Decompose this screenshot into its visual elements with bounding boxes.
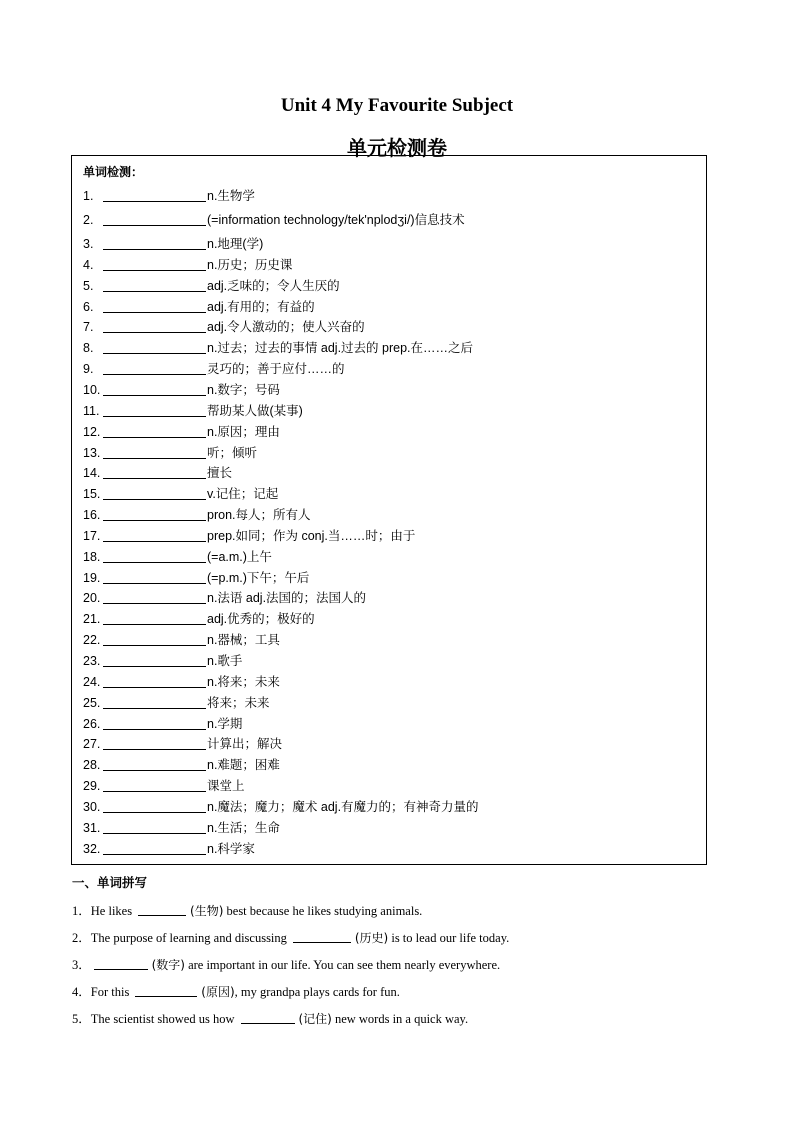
vocab-item-definition: n.魔法；魔力；魔术 adj.有魔力的；有神奇力量的 bbox=[207, 799, 479, 814]
question-number: 3． bbox=[72, 958, 91, 972]
vocab-item-number: 2. bbox=[83, 213, 94, 227]
vocab-item-number: 31. bbox=[83, 820, 101, 835]
vocab-item-definition: (=a.m.)上午 bbox=[207, 549, 272, 564]
question-number: 4． bbox=[72, 985, 91, 999]
answer-blank[interactable] bbox=[103, 444, 206, 459]
vocab-item bbox=[83, 210, 465, 230]
vocab-item-definition: n.生活；生命 bbox=[207, 820, 280, 835]
answer-blank[interactable] bbox=[103, 298, 206, 313]
vocab-item bbox=[83, 484, 278, 504]
vocab-item-number: 23. bbox=[83, 654, 101, 668]
answer-blank[interactable] bbox=[103, 256, 206, 271]
spelling-question bbox=[72, 955, 500, 973]
vocab-item bbox=[83, 672, 280, 692]
vocab-item bbox=[83, 317, 365, 337]
vocab-item-number: 10. bbox=[83, 382, 101, 397]
vocab-item-number: 32. bbox=[83, 841, 101, 856]
vocab-item-definition: (=information technology/tek'nplodʒi/)信息技术 bbox=[207, 213, 465, 227]
vocab-item-definition: n.生物学 bbox=[207, 189, 255, 203]
answer-blank[interactable] bbox=[103, 715, 206, 730]
answer-blank[interactable] bbox=[138, 903, 186, 916]
vocab-item-definition: n.歌手 bbox=[207, 654, 243, 668]
answer-blank[interactable] bbox=[103, 381, 206, 396]
vocab-item bbox=[83, 630, 280, 650]
answer-blank[interactable] bbox=[103, 798, 206, 813]
vocab-item-definition: adj.优秀的；极好的 bbox=[207, 612, 315, 627]
vocab-item bbox=[83, 818, 280, 838]
vocab-item-number: 16. bbox=[83, 508, 101, 523]
vocab-item bbox=[83, 547, 272, 567]
vocab-item-definition: 灵巧的；善于应付……的 bbox=[207, 362, 345, 377]
question-hint: (历史) bbox=[351, 931, 389, 945]
answer-blank[interactable] bbox=[103, 548, 206, 563]
vocab-item-number: 15. bbox=[83, 487, 101, 502]
question-hint: (记住) bbox=[294, 1012, 332, 1026]
question-text-before: The purpose of learning and discussing bbox=[90, 931, 291, 945]
vocab-item bbox=[83, 776, 245, 796]
vocab-item-definition: n.难题；困难 bbox=[207, 758, 280, 773]
vocab-item-number: 29. bbox=[83, 779, 101, 794]
vocab-heading: 单词检测： bbox=[83, 165, 144, 179]
answer-blank[interactable] bbox=[293, 930, 351, 943]
answer-blank[interactable] bbox=[135, 984, 197, 997]
page-subtitle: 单元检测卷 bbox=[347, 136, 447, 160]
vocab-item bbox=[83, 734, 282, 754]
vocab-item-definition: n.将来；未来 bbox=[207, 674, 280, 689]
answer-blank[interactable] bbox=[103, 673, 206, 688]
vocab-item bbox=[83, 380, 280, 400]
vocab-item bbox=[83, 463, 232, 483]
vocab-item-number: 22. bbox=[83, 633, 101, 648]
vocab-item-number: 14. bbox=[83, 466, 101, 481]
answer-blank[interactable] bbox=[103, 589, 206, 604]
vocab-item bbox=[83, 839, 255, 859]
vocab-item bbox=[83, 401, 303, 421]
vocab-item-number: 28. bbox=[83, 758, 101, 773]
vocab-item-definition: n.过去；过去的事情 adj.过去的 prep.在……之后 bbox=[207, 341, 474, 356]
question-text-before: The scientist showed us how bbox=[90, 1012, 238, 1026]
vocab-item-number: 19. bbox=[83, 570, 101, 585]
vocab-item-number: 27. bbox=[83, 737, 101, 752]
answer-blank[interactable] bbox=[103, 423, 206, 438]
vocab-item-definition: prep.如同；作为 conj.当……时；由于 bbox=[207, 528, 416, 543]
vocab-item-definition: 擅长 bbox=[207, 466, 233, 481]
answer-blank[interactable] bbox=[103, 777, 206, 792]
answer-blank[interactable] bbox=[103, 652, 206, 667]
vocab-item-definition: n.科学家 bbox=[207, 841, 255, 856]
vocab-item-number: 1. bbox=[83, 189, 94, 203]
vocab-item bbox=[83, 505, 311, 525]
vocab-item bbox=[83, 568, 309, 588]
answer-blank[interactable] bbox=[103, 318, 206, 333]
answer-blank[interactable] bbox=[103, 485, 206, 500]
vocab-item-definition: n.原因；理由 bbox=[207, 424, 280, 439]
answer-blank[interactable] bbox=[103, 187, 206, 202]
vocab-item-number: 5. bbox=[83, 278, 94, 293]
vocab-item-number: 12. bbox=[83, 424, 101, 439]
vocab-item bbox=[83, 234, 263, 254]
vocab-item-definition: n.法语 adj.法国的；法国人的 bbox=[207, 591, 367, 606]
vocab-item bbox=[83, 526, 415, 546]
answer-blank[interactable] bbox=[103, 235, 206, 250]
question-text-after: is to lead our life today. bbox=[388, 931, 510, 945]
vocab-item-number: 3. bbox=[83, 237, 94, 251]
vocab-item bbox=[83, 714, 242, 734]
vocab-item-number: 7. bbox=[83, 320, 94, 335]
vocab-item-definition: 听；倾听 bbox=[207, 445, 258, 460]
answer-blank[interactable] bbox=[103, 339, 206, 354]
vocab-item-number: 26. bbox=[83, 716, 101, 731]
vocab-item-number: 30. bbox=[83, 799, 101, 814]
answer-blank[interactable] bbox=[103, 277, 206, 292]
answer-blank[interactable] bbox=[103, 527, 206, 542]
vocab-item bbox=[83, 755, 280, 775]
vocab-item-definition: pron.每人；所有人 bbox=[207, 508, 311, 523]
vocab-item-definition: adj.有用的；有益的 bbox=[207, 299, 315, 314]
answer-blank[interactable] bbox=[103, 506, 206, 521]
vocab-item-number: 4. bbox=[83, 257, 94, 272]
vocab-item bbox=[83, 186, 255, 206]
answer-blank[interactable] bbox=[103, 631, 206, 646]
vocab-item-number: 25. bbox=[83, 695, 101, 710]
page-title: Unit 4 My Favourite Subject bbox=[280, 95, 514, 116]
question-text-after: , my grandpa plays cards for fun. bbox=[234, 985, 400, 999]
question-number: 2． bbox=[72, 931, 91, 945]
answer-blank[interactable] bbox=[103, 360, 206, 375]
vocab-item-definition: adj.乏味的；令人生厌的 bbox=[207, 278, 340, 293]
vocab-item bbox=[83, 276, 340, 296]
answer-blank[interactable] bbox=[103, 756, 206, 771]
spelling-question bbox=[72, 928, 509, 946]
answer-blank[interactable] bbox=[103, 569, 206, 584]
question-number: 1． bbox=[72, 904, 91, 918]
answer-blank[interactable] bbox=[94, 957, 148, 970]
vocab-item bbox=[83, 359, 345, 379]
vocab-item-definition: n.历史；历史课 bbox=[207, 257, 293, 272]
answer-blank[interactable] bbox=[103, 402, 206, 417]
question-text-after: new words in a quick way. bbox=[331, 1012, 469, 1026]
answer-blank[interactable] bbox=[103, 211, 206, 226]
vocab-item bbox=[83, 443, 257, 463]
question-text-before: He likes bbox=[90, 904, 136, 918]
answer-blank[interactable] bbox=[241, 1011, 295, 1024]
answer-blank[interactable] bbox=[103, 694, 206, 709]
question-hint: (生物) bbox=[186, 904, 224, 918]
vocab-item bbox=[83, 651, 242, 671]
answer-blank[interactable] bbox=[103, 840, 206, 855]
question-number: 5． bbox=[72, 1012, 91, 1026]
vocab-check-box bbox=[71, 155, 707, 865]
vocab-item-definition: 计算出；解决 bbox=[207, 737, 283, 752]
answer-blank[interactable] bbox=[103, 819, 206, 834]
vocab-item bbox=[83, 609, 315, 629]
spelling-question bbox=[72, 901, 422, 919]
vocab-item-number: 9. bbox=[83, 362, 94, 377]
vocab-item bbox=[83, 255, 292, 275]
vocab-item-number: 21. bbox=[83, 612, 101, 627]
vocab-item bbox=[83, 797, 479, 817]
question-text-after: are important in our life. You can see them nearly everywhere. bbox=[184, 958, 501, 972]
vocab-item-number: 24. bbox=[83, 674, 101, 689]
vocab-item-number: 20. bbox=[83, 591, 101, 606]
vocab-item-number: 11. bbox=[83, 403, 100, 418]
vocab-item-number: 8. bbox=[83, 341, 94, 356]
vocab-item-definition: 帮助某人做(某事) bbox=[207, 403, 303, 418]
vocab-item-definition: adj.令人激动的；使人兴奋的 bbox=[207, 320, 365, 335]
question-text-before: For this bbox=[90, 985, 133, 999]
question-hint: (原因) bbox=[197, 985, 235, 999]
vocab-item bbox=[83, 297, 315, 317]
vocab-item-definition: n.器械；工具 bbox=[207, 633, 280, 648]
spelling-question bbox=[72, 1009, 468, 1027]
vocab-item-definition: v.记住；记起 bbox=[207, 487, 279, 502]
spelling-question bbox=[72, 982, 400, 1000]
vocab-item bbox=[83, 338, 473, 358]
vocab-item bbox=[83, 422, 280, 442]
vocab-item-definition: 课堂上 bbox=[207, 779, 245, 794]
vocab-item-definition: n.学期 bbox=[207, 716, 243, 731]
question-text-after: best because he likes studying animals. bbox=[223, 904, 423, 918]
vocab-item-definition: (=p.m.)下午；午后 bbox=[207, 570, 310, 585]
vocab-item-number: 17. bbox=[83, 528, 101, 543]
vocab-item bbox=[83, 693, 270, 713]
vocab-item bbox=[83, 588, 366, 608]
vocab-item-number: 13. bbox=[83, 445, 101, 460]
vocab-item-number: 18. bbox=[83, 549, 101, 564]
answer-blank[interactable] bbox=[103, 610, 206, 625]
answer-blank[interactable] bbox=[103, 464, 206, 479]
section-heading-spelling: 一、单词拼写 bbox=[72, 875, 148, 890]
vocab-item-number: 6. bbox=[83, 299, 94, 314]
vocab-item-definition: n.地理(学) bbox=[207, 237, 264, 251]
question-hint: (数字) bbox=[147, 958, 185, 972]
vocab-item-definition: 将来；未来 bbox=[207, 695, 270, 710]
vocab-item-definition: n.数字；号码 bbox=[207, 382, 280, 397]
answer-blank[interactable] bbox=[103, 735, 206, 750]
